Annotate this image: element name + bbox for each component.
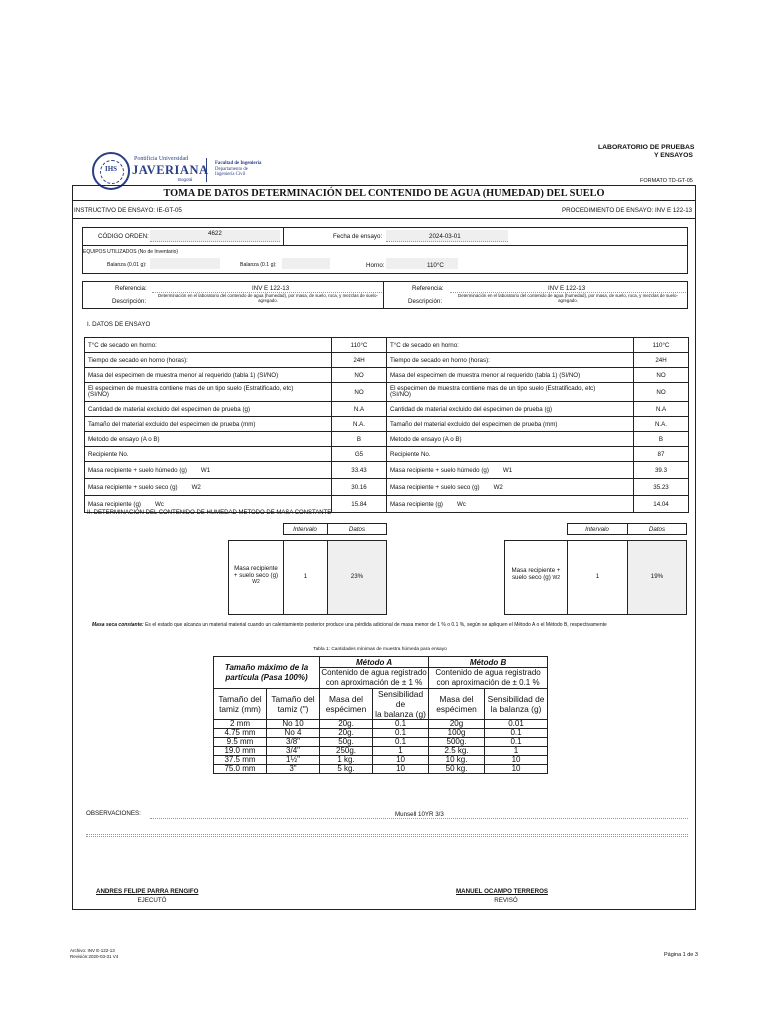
table1-cell: 500g. [429,738,485,747]
row-label [387,462,634,479]
data-row [387,462,689,479]
table1-caption: Tabla 1: Cantidades mínimas de muestra húmeda para ensayo [313,647,447,652]
row-label [387,479,634,496]
row-value[interactable]: 14.04 [634,496,689,513]
data-row [387,353,689,368]
order-divider [283,227,284,245]
data-row [85,479,387,496]
h-masa-a-2: espécimen [325,704,367,714]
data-row [85,383,387,402]
h-masa-a-1: Masa del [329,694,363,704]
table1-h-tam-mm [214,689,267,720]
observaciones-value[interactable]: Munsell 10YR 3/3 [395,811,444,818]
data-row [387,383,689,402]
mc-right-label-line1: Masa recipiente + [511,567,561,574]
data-row [85,338,387,353]
ref-label-right: Referencia: [412,285,444,292]
row-value[interactable]: B [634,432,689,447]
data-row [387,479,689,496]
table1 [213,656,548,774]
data-table-left [84,337,387,513]
table1-cell: 19.0 mm [214,747,267,756]
table1-cell: 250g. [320,747,373,756]
data-row [85,353,387,368]
table1-h-masa-b [429,689,485,720]
ref-label-left: Referencia: [115,285,147,292]
mc-left-label-line3: W2 [252,579,260,585]
row-label: Tiempo de secado en horno (horas): [85,353,332,368]
table1-cell: 3/4" [267,747,320,756]
data-row [387,368,689,383]
table1-h-tam-in [267,689,320,720]
title-rule [72,200,696,201]
faculty-text [215,161,261,178]
table1-cell: 0.1 [373,729,429,738]
row-label: Recipiente No. [387,447,634,462]
logo-divider [206,158,207,182]
mc-left-h-intervalo: Intervalo [293,526,317,533]
row-label-text: Masa recipiente + suelo seco (g) [88,483,178,491]
row-label-text: Masa recipiente + suelo seco (g) [390,483,480,491]
h-sens-a-2: la balanza (g) [375,709,426,719]
row-label: Cantidad de material excluido del especimen de prueba (g) [85,402,332,417]
data-row [387,496,689,513]
table1-cell: 100g [429,729,485,738]
data-row [85,432,387,447]
row-value[interactable]: 24H [332,353,387,368]
observaciones-line1 [150,818,688,819]
row-value[interactable]: NO [332,368,387,383]
table1-h-sens-a [373,689,429,720]
lab-title-line1: LABORATORIO DE PRUEBAS [598,144,695,151]
row-w-symbol: Wc [456,500,466,508]
table1-row [214,720,548,729]
mc-right-intervalo[interactable]: 1 [595,573,600,580]
ejecuto-name: ANDRES FELIPE PARRA RENGIFO [96,888,199,895]
h-sens-a-1: Sensibilidad de [377,689,424,709]
desc-label-right: Descripción: [408,298,443,305]
table1-cell: 20g [429,720,485,729]
faculty-line1: Facultad de Ingeniería [215,161,262,166]
row-label [85,462,332,479]
order-rule [82,245,688,246]
table1-cell: 2.5 kg. [429,747,485,756]
table1-cell: 1½" [267,756,320,765]
contenido-a-line2: con aproximación de ± 1 % [325,678,423,687]
table1-cell: 50g. [320,738,373,747]
row-value[interactable]: B [332,432,387,447]
data-row [387,432,689,447]
table1-cell: 9.5 mm [214,738,267,747]
footer-archivo: Archivo: INV E-122-13 [70,948,115,953]
row-w-symbol: Wc [154,500,164,508]
row-w-symbol: W2 [493,483,503,491]
masa-constante-note [92,622,607,628]
form-title: TOMA DE DATOS DETERMINACIÓN DEL CONTENIDO DE AGUA (HUMEDAD) DEL SUELO [163,188,605,199]
data-row [85,368,387,383]
table1-cell: 75.0 mm [214,765,267,774]
row-label [387,496,634,513]
desc-value-right[interactable] [450,293,686,303]
footer-revision: Revisión:2020-03-31 V4 [70,953,119,959]
fecha-value[interactable]: 2024-03-01 [429,233,461,240]
desc-value-left[interactable] [152,293,384,303]
table1-contenido-a [320,668,429,689]
ref-value-left[interactable]: INV E 122-13 [252,285,290,292]
table1-row [214,756,548,765]
h-masa-b-1: Masa del [439,694,474,704]
h-tam-in-1: Tamaño del [271,694,315,704]
fecha-underline [386,241,508,242]
row-value[interactable]: 110°C [634,338,689,353]
horno-value[interactable]: 110°C [427,262,444,269]
table1-cell: 37.5 mm [214,756,267,765]
balanza1-label: Balanza (0.01 g): [107,262,147,268]
table1-cell: 1 kg. [320,756,373,765]
row-label [85,479,332,496]
table1-cell: No 10 [267,720,320,729]
row-label-text: Masa recipiente (g) [390,500,443,508]
table1-cell: 0.01 [485,720,548,729]
row-label-text: Masa recipiente + suelo húmedo (g) [390,466,489,474]
contenido-b-line1: Contenido de agua registrado [435,668,541,677]
masa-constante-text: Es el estado que alcanza un material material cuando un calentamiento posterior produce una pérdida adicional de masa menor de 1 % o 0.1 %, según se apliquen el Método A o el Método B, respectivamente [145,622,607,628]
row-label: Metodo de ensayo (A o B) [387,432,634,447]
row-value[interactable]: 15.84 [332,496,387,513]
reviso-label: REVISÓ [494,897,518,904]
equipos-label: EQUIPOS UTILIZADOS (No de Inventario) [83,249,179,255]
desc-label-left: Descripción: [112,298,147,305]
university-city: Bogotá [178,177,193,182]
row-value[interactable]: 110°C [332,338,387,353]
row-label-line1: El especimen de muestra contiene mas de un tipo suelo (Estratificado, etc) [390,384,596,392]
row-value[interactable]: N.A [634,402,689,417]
page-number: Página 1 de 3 [664,952,698,958]
data-row [387,417,689,432]
seal-text: IHS [104,165,118,173]
h-tam-mm-2: tamiz (mm) [219,704,261,714]
mc-left-label [229,565,283,586]
h-sens-b-1: Sensibilidad de [487,694,545,704]
row-value[interactable]: 35.23 [634,479,689,496]
row-value[interactable]: N.A [332,402,387,417]
mc-right-h-datos: Datos [648,526,666,533]
table1-particle-header [214,657,320,689]
masa-constante-label: Masa seca constante: [92,622,144,628]
table1-cell: 10 kg. [429,756,485,765]
mc-right-label-line2-text: suelo seco (g) [511,574,551,581]
data-row [85,447,387,462]
table1-cell: 0.1 [485,738,548,747]
mc-left-datos[interactable]: 23% [350,573,364,580]
row-value[interactable]: N.A. [332,417,387,432]
row-label-text: Masa recipiente + suelo húmedo (g) [88,466,187,474]
table1-row [214,765,548,774]
table1-cell: No 4 [267,729,320,738]
row-label: Tamaño del material excluido del especimen de prueba (mm) [387,417,634,432]
table1-h-masa-a [320,689,373,720]
reviso-name: MANUEL OCAMPO TERREROS [456,888,549,895]
data-row [387,338,689,353]
row-label: Recipiente No. [85,447,332,462]
desc-right-line1: Determinación en el laboratorio del contenido de agua (humedad), por masa, de suelo, roca, y mezclas de suelo- [458,293,678,298]
row-label-line2: (SI/NO) [390,391,411,398]
table1-cell: 0.1 [485,729,548,738]
h-tam-mm-1: Tamaño del [218,694,262,704]
table1-cell: 10 [373,765,429,774]
formato-code: FORMATO TD-GT-05 [640,178,693,184]
row-label: Cantidad de material excluido del especimen de prueba (g) [387,402,634,417]
table1-cell: 20g. [320,720,373,729]
instructivo-rule [72,218,696,219]
row-value[interactable]: NO [634,383,689,402]
horno-field-bg [386,258,458,269]
row-label: Masa del especimen de muestra menor al requerido (tabla 1) (SI/NO) [387,368,634,383]
h-sens-b-2: la balanza (g) [490,704,542,714]
row-label: T°C de secado en horno: [85,338,332,353]
row-label: Tiempo de secado en horno (horas): [387,353,634,368]
table1-h-sens-b [485,689,548,720]
row-label-line2: (SI/NO) [88,391,109,398]
desc-left-line2: agregado. [258,298,278,303]
desc-left-line1: Determinación en el laboratorio del contenido de agua (humedad), por masa, de suelo, roca, y mezclas de suelo- [158,293,378,298]
table1-cell: 20g. [320,729,373,738]
observaciones-line3 [86,836,688,837]
row-value[interactable]: 39.3 [634,462,689,479]
row-label: Metodo de ensayo (A o B) [85,432,332,447]
mc-right-label [505,567,567,582]
mc-left-h-datos: Datos [348,526,366,533]
codigo-label: CÓDIGO ORDEN: [98,233,149,240]
table1-row [214,747,548,756]
row-label [387,383,634,402]
ref-value-right[interactable]: INV E 122-13 [548,285,586,292]
university-name: JAVERIANA [132,163,209,177]
balanza2-label: Balanza (0.1 g): [240,262,277,268]
table1-cell: 0.1 [373,720,429,729]
faculty-line2: Departamento de [215,166,248,172]
table1-cell: 5 kg. [320,765,373,774]
desc-right-line2: agregado. [558,298,578,303]
row-value[interactable]: NO [634,368,689,383]
mc-right-label-line3: W2 [552,575,561,581]
row-label [85,383,332,402]
observaciones-label: OBSERVACIONES: [86,810,141,817]
table1-metodo-a: Método A [320,657,429,668]
mc-left-intervalo[interactable]: 1 [303,573,308,580]
row-label: Tamaño del material excluido del especimen de prueba (mm) [85,417,332,432]
table1-cell: 3" [267,765,320,774]
mc-right-datos[interactable]: 19% [650,573,664,580]
table1-metodo-b: Método B [429,657,548,668]
section1-title: I. DATOS DE ENSAYO [87,321,151,328]
h-tam-in-2: tamiz (") [277,704,309,714]
footer-archive [70,948,118,959]
row-label-text: Masa recipiente (g) [88,500,141,508]
row-value[interactable]: 30.16 [332,479,387,496]
procedimiento: PROCEDIMIENTO DE ENSAYO: INV E 122-13 [562,207,693,214]
table1-cell: 2 mm [214,720,267,729]
table1-cell: 4.75 mm [214,729,267,738]
table1-cell: 3/8" [267,738,320,747]
table1-row [214,729,548,738]
university-line1: Pontificia Universidad [134,156,189,162]
data-row [387,447,689,462]
row-label: T°C de secado en horno: [387,338,634,353]
contenido-a-line1: Contenido de agua registrado [321,668,427,677]
row-value[interactable]: 33.43 [332,462,387,479]
table1-cell: 10 [373,756,429,765]
data-row [85,462,387,479]
table1-contenido-b [429,668,548,689]
instructivo: INSTRUCTIVO DE ENSAYO: IE-GT-05 [74,207,182,214]
table1-cell: 1 [485,747,548,756]
row-value[interactable]: 24H [634,353,689,368]
row-value[interactable]: NO [332,383,387,402]
section2-title: II. DETERMINACIÓN DEL CONTENIDO DE HUMEDAD METODO DE MASA CONSTANTE [87,510,332,516]
row-value[interactable]: N.A. [634,417,689,432]
mc-left-label-line1: Masa recipiente [234,565,278,572]
table1-cell: 10 [485,765,548,774]
h-masa-b-2: espécimen [436,704,477,714]
mc-right-label-line2 [505,574,567,582]
faculty-line3: Ingeniería Civil [215,172,246,177]
mc-left-label-line2: + suelo seco (g) [233,572,279,579]
table1-cell: 1 [373,747,429,756]
row-value[interactable]: G5 [332,447,387,462]
balanza2-field[interactable] [282,258,330,269]
row-w-symbol: W1 [200,466,211,474]
codigo-value[interactable]: 4622 [208,230,222,237]
observaciones-line2 [86,834,688,835]
particle-header-line1: Tamaño máximo de la [224,662,309,672]
ejecuto-label: EJECUTÓ [137,897,167,904]
fecha-label: Fecha de ensayo: [333,233,383,240]
codigo-underline [150,241,280,242]
data-row [85,402,387,417]
data-table-right [386,337,689,513]
horno-label: Horno: [366,262,385,269]
data-row [85,417,387,432]
contenido-b-line2: con aproximación de ± 0.1 % [436,678,540,687]
data-row [387,402,689,417]
table1-cell: 0.1 [373,738,429,747]
table1-row [214,738,548,747]
mc-right-h-intervalo: Intervalo [585,526,609,533]
row-w-symbol: W1 [502,466,513,474]
row-w-symbol: W2 [191,483,201,491]
row-label-line1: El especimen de muestra contiene mas de un tipo suelo (Estratificado, etc) [88,384,294,392]
lab-title-line2: Y ENSAYOS [654,152,693,159]
balanza1-field[interactable] [150,258,220,269]
row-label: Masa del especimen de muestra menor al requerido (tabla 1) (SI/NO) [85,368,332,383]
table1-cell: 50 kg. [429,765,485,774]
row-value[interactable]: 87 [634,447,689,462]
particle-header-line2: partícula (Pasa 100%) [225,672,308,682]
table1-cell: 10 [485,756,548,765]
